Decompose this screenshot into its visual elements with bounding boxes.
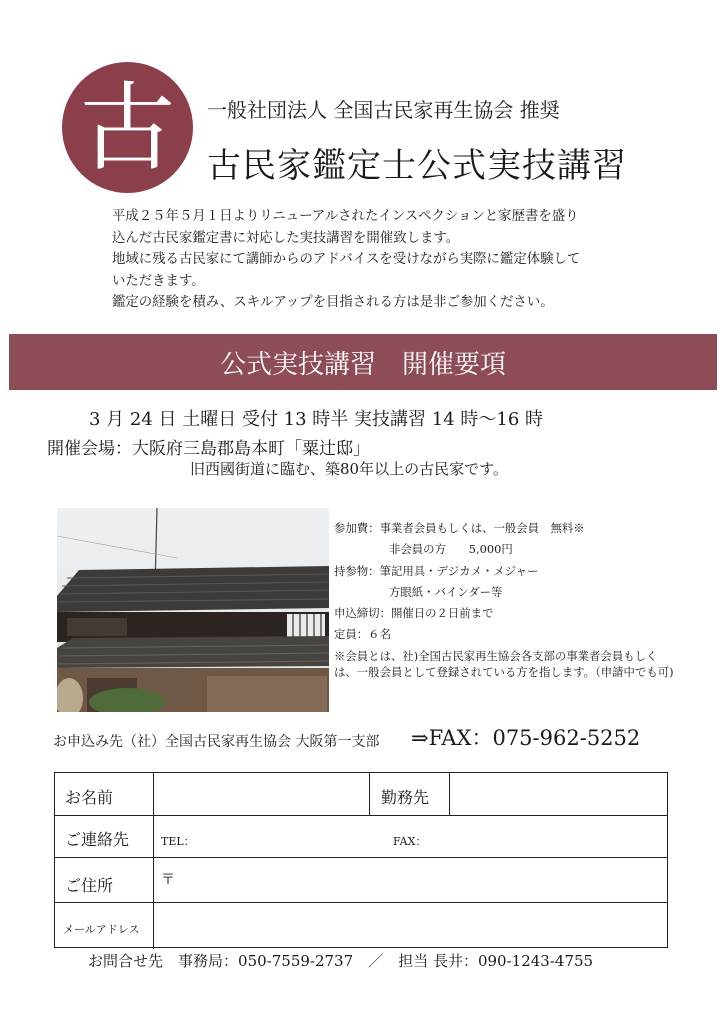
name-label: お名前 [65, 788, 114, 807]
items-line-2: 方眼紙・バインダー等 [389, 584, 503, 599]
intro-line: 鑑定の経験を積み、スキルアップを目指される方は是非ご参加ください。 [112, 295, 554, 310]
address-label: ご住所 [65, 876, 114, 895]
fee-row [334, 518, 674, 539]
items-row [334, 561, 674, 582]
tel-field[interactable] [195, 816, 385, 856]
house-photo [57, 508, 329, 712]
intro-line: いただきます。 [112, 273, 205, 289]
application-form [54, 772, 668, 948]
email-field[interactable] [154, 903, 668, 948]
fee-label: 参加費： [334, 521, 380, 535]
form-column-divider [369, 773, 370, 815]
fax-label: FAX： [393, 835, 427, 848]
email-label: メールアドレス [63, 923, 140, 936]
items-line-1: 筆記用具・デジカメ・メジャー [379, 563, 539, 578]
workplace-field[interactable] [450, 773, 668, 815]
postal-mark: 〒 [161, 872, 175, 888]
person-phone: 担当 長井：090-1243-4755 [398, 952, 594, 970]
intro-text [112, 206, 652, 314]
office-phone: 事務局：050-7559-2737 [178, 952, 354, 970]
fee-nonmember: 非会員の方 5,000円 [389, 542, 513, 557]
member-note: ※会員とは、社)全国古民家再生協会各支部の事業者会員もしくは、一般会員として登録されている方を指します。（申請中でも可) [334, 648, 674, 680]
intro-line: 込んだ古民家鑑定書に対応した実技講習を開催致します。 [112, 230, 460, 246]
event-details [334, 518, 674, 681]
organization-line: 一般社団法人 全国古民家再生協会 推奨 [207, 98, 560, 122]
deadline: 申込締切：開催日の２日前まで [334, 606, 494, 621]
name-field[interactable] [154, 773, 368, 815]
event-venue: 開催会場：大阪府三島郡島本町「粟辻邸」 [47, 439, 370, 459]
page-title: 古民家鑑定士公式実技講習 [207, 146, 627, 186]
intro-line: 地域に残る古民家にて講師からのアドバイスを受けながら実際に鑑定体験して [112, 252, 581, 267]
items-label: 持参物： [334, 563, 380, 578]
contact-label: ご連絡先 [65, 830, 130, 849]
logo [62, 62, 193, 193]
inquiry-contact [88, 950, 593, 971]
workplace-label: 勤務先 [381, 788, 430, 807]
house-photo-illustration [57, 508, 329, 712]
section-banner: 公式実技講習 開催要項 [9, 334, 717, 390]
address-field[interactable] [154, 858, 668, 901]
venue-note: 旧西國街道に臨む、築80年以上の古民家です。 [190, 460, 508, 478]
apply-fax: ⇒FAX：075-962-5252 [411, 726, 641, 750]
intro-line: 平成２５年５月１日よりリニューアルされたインスペクションと家歴書を盛り [112, 209, 579, 224]
capacity: 定員：６名 [334, 627, 391, 642]
event-schedule: 3 月 24 日 土曜日 受付 13 時半 実技講習 14 時～16 時 [89, 409, 544, 430]
apply-line [53, 722, 673, 750]
logo-glyph: 古 [79, 71, 176, 184]
fax-field[interactable] [427, 816, 667, 856]
contact-separator: ／ [368, 952, 384, 970]
inquiry-label: お問合せ先 [88, 952, 164, 970]
tel-label: TEL： [161, 835, 195, 848]
apply-destination: お申込み先（社）全国古民家再生協会 大阪第一支部 [53, 734, 380, 750]
fee-member: 事業者会員もしくは、一般会員 無料※ [379, 521, 585, 535]
